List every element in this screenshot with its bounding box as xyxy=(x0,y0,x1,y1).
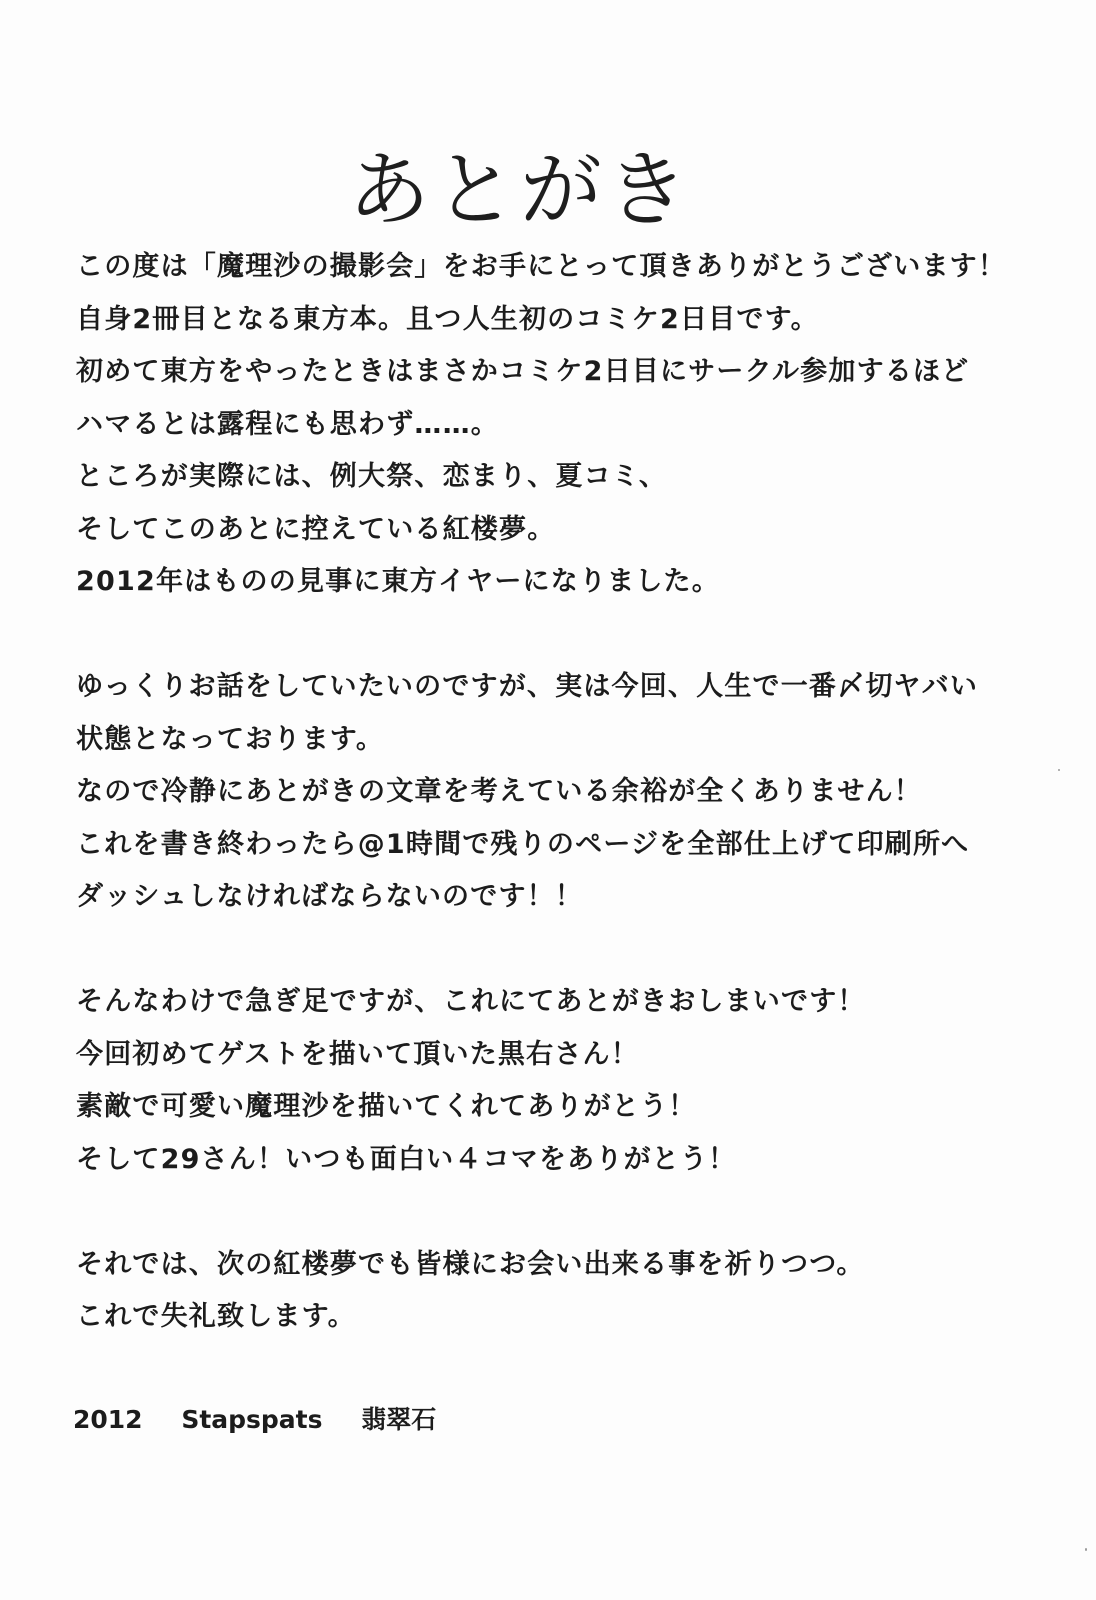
paragraph-gap xyxy=(76,1186,1036,1239)
text-line: これを書き終わったら@1時間で残りのページを全部仕上げて印刷所へ xyxy=(76,828,970,860)
text-line: ダッシュしなければならないのです！！ xyxy=(76,881,584,912)
paragraph-gap xyxy=(76,609,1036,662)
signature xyxy=(73,1400,436,1440)
scan-speck xyxy=(1058,769,1060,771)
text-line: 自身2冊目となる東方本。且つ人生初のコミケ2日目です。 xyxy=(76,303,819,335)
text-line: なので冷静にあとがきの文章を考えている余裕が全くありません！ xyxy=(76,776,922,807)
text-line: そしてこのあとに控えている紅楼夢。 xyxy=(76,513,556,545)
text-line: そんなわけで急ぎ足ですが、これにてあとがきおしまいです！ xyxy=(76,986,866,1017)
text-line: そして29さん！いつも面白い４コマをありがとう！ xyxy=(76,1143,737,1175)
text-line: 状態となっております。 xyxy=(76,723,385,755)
text-line: これで失礼致します。 xyxy=(76,1301,356,1332)
page-title: あとがき xyxy=(347,142,692,238)
signature-circle: Stapspats xyxy=(181,1405,323,1434)
text-line: ハマるとは露程にも思わず……。 xyxy=(76,408,499,440)
text-line: ところが実際には、例大祭、恋まり、夏コミ、 xyxy=(76,461,668,492)
signature-year: 2012 xyxy=(73,1405,143,1434)
text-line: この度は「魔理沙の撮影会」をお手にとって頂きありがとうございます！ xyxy=(76,251,1007,282)
scan-speck xyxy=(1085,1548,1087,1551)
text-line: 初めて東方をやったときはまさかコミケ2日目にサークル参加するほど xyxy=(76,356,970,387)
text-line: 素敵で可愛い魔理沙を描いてくれてありがとう！ xyxy=(76,1091,697,1122)
signature-author: 翡翠石 xyxy=(361,1405,437,1434)
text-line: 今回初めてゲストを描いて頂いた黒右さん！ xyxy=(76,1038,639,1070)
paragraph-gap xyxy=(76,924,1036,977)
text-line: ゆっくりお話をしていたいのですが、実は今回、人生で一番〆切ヤバい xyxy=(76,671,979,702)
text-line: それでは、次の紅楼夢でも皆様にお会い出来る事を祈りつつ。 xyxy=(76,1248,865,1280)
text-line: 2012年はものの見事に東方イヤーになりました。 xyxy=(76,566,720,597)
afterword-body xyxy=(76,241,1036,1344)
